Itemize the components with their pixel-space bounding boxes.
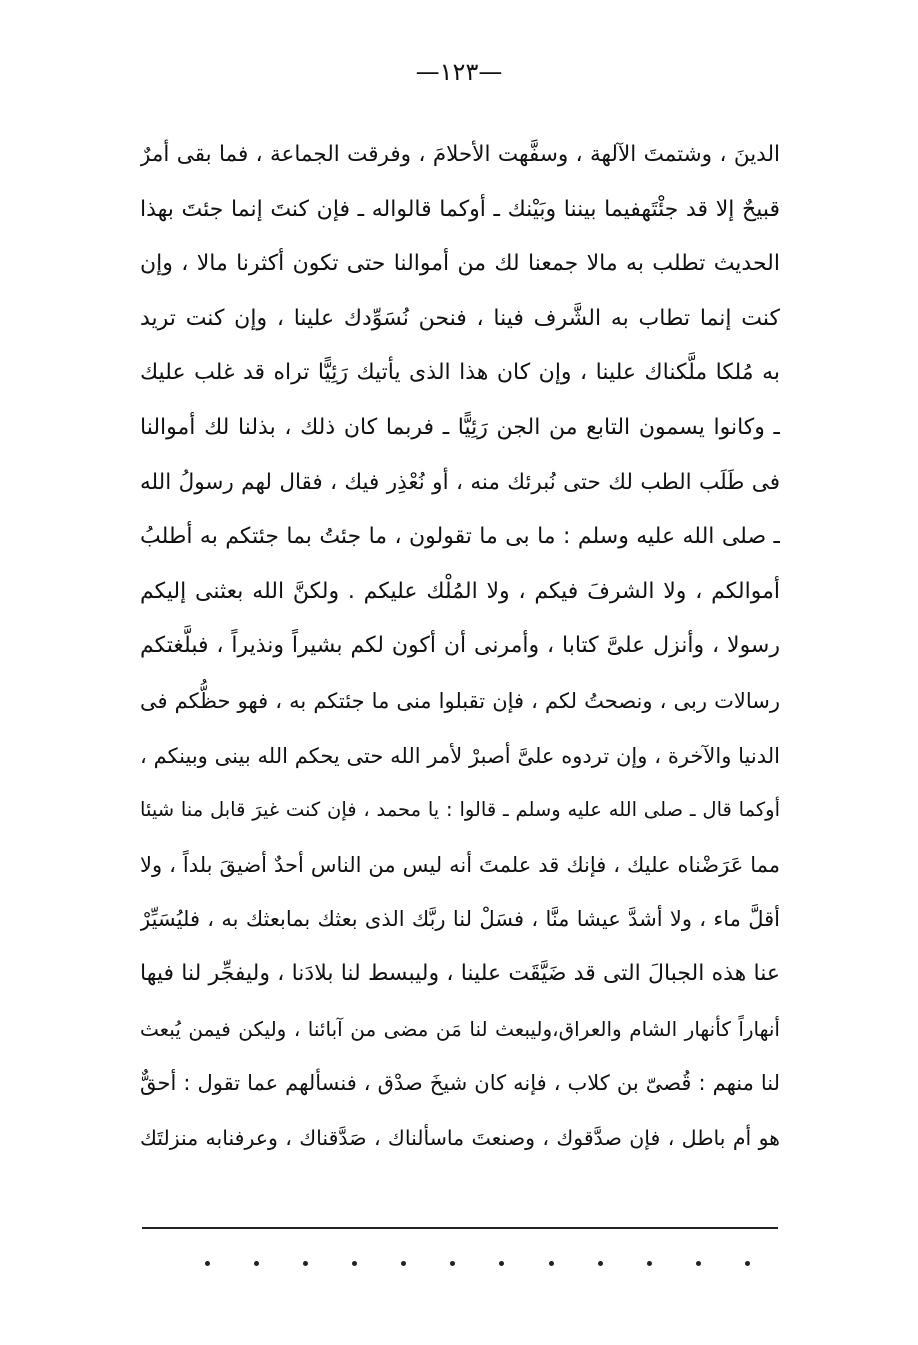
dot-ornament — [696, 1261, 701, 1266]
footer-rule — [142, 1227, 778, 1229]
text-line: ـ وكانوا يسمون التابع من الجن رَئِيًّا ـ فربما كان ذلك ، بذلنا لك أموالنا — [140, 414, 780, 440]
dot-ornament — [499, 1261, 504, 1266]
dot-ornament — [303, 1261, 308, 1266]
footer-dots — [205, 1256, 750, 1270]
dot-ornament — [205, 1261, 210, 1266]
page-number: —١٢٣— — [415, 58, 503, 86]
text-line: مما عَرَضْناه عليك ، فإنك قد علمتَ أنه ليس من الناس أحدٌ أضيقَ بلداً ، ولا — [140, 852, 780, 877]
text-line: هو أم باطل ، فإن صدَّقوك ، وصنعتَ ماسألناك ، صَدَّقناك ، وعرفنابه منزلتَك — [140, 1125, 780, 1150]
dot-ornament — [450, 1261, 455, 1266]
dot-ornament — [598, 1261, 603, 1266]
text-line: الحديث تطلب به مالا جمعنا لك من أموالنا حتى تكون أكثرنا مالا ، وإن — [140, 251, 780, 277]
text-line: قبيحٌ إلا قد جئْتَهفيما بيننا وبَيْنك ـ أوكما قالواله ـ فإن كنتَ إنما جئتَ بهذا — [140, 196, 780, 222]
text-line: رسولا ، وأنزل علىَّ كتابا ، وأمرنى أن أكون لكم بشيراً ونذيراً ، فبلَّغتكم — [140, 633, 780, 659]
text-line: لنا منهم : قُصىّ بن كلاب ، فإنه كان شيخَ صدْق ، فنسألهم عما تقول : أحقٌّ — [140, 1071, 780, 1096]
text-line: أموالكم ، ولا الشرفَ فيكم ، ولا المُلْك عليكم . ولكنَّ الله بعثنى إليكم — [140, 578, 780, 604]
text-line: الدنيا والآخرة ، وإن تردوه علىَّ أصبرْ لأمر الله حتى يحكم الله بينى وبينكم ، — [140, 743, 780, 768]
text-line: فى طَلَب الطب لك حتى نُبرئك منه ، أو نُعْذِر فيك ، فقال لهم رسولُ الله — [140, 469, 780, 495]
text-line: أنهاراً كأنهار الشام والعراق،وليبعث لنا مَن مضى من آبائنا ، وليكن فيمن يُبعث — [140, 1016, 780, 1041]
dot-ornament — [549, 1261, 554, 1266]
dot-ornament — [401, 1261, 406, 1266]
dot-ornament — [352, 1261, 357, 1266]
text-line: الدينَ ، وشتمتَ الآلهة ، وسفَّهت الأحلامَ ، وفرقت الجماعة ، فما بقى أمرٌ — [140, 142, 780, 167]
text-line: كنت إنما تطاب به الشَّرف فينا ، فنحن نُسَوِّدك علينا ، وإن كنت تريد — [140, 305, 780, 331]
dot-ornament — [254, 1261, 259, 1266]
dot-ornament — [745, 1261, 750, 1266]
text-line: أوكما قال ـ صلى الله عليه وسلم ـ قالوا : يا محمد ، فإن كنت غيرَ قابل منا شيئا — [140, 798, 780, 822]
text-line: ـ صلى الله عليه وسلم : ما بى ما تقولون ، ما جئتُ بما جئتكم به أطلبُ — [140, 524, 780, 550]
text-line: به مُلكا ملَّكناك علينا ، وإن كان هذا الذى يأتيك رَئِيًّا تراه قد غلب عليك — [140, 360, 780, 386]
body-text — [140, 128, 780, 1165]
text-line: عنا هذه الجبالَ التى قد ضَيَّقَت علينا ، وليبسط لنا بلادَنا ، وليفجِّر لنا فيها — [140, 960, 780, 986]
text-line: رسالات ربى ، ونصحتُ لكم ، فإن تقبلوا منى ما جئتكم به ، فهو حظُّكم فى — [140, 688, 780, 713]
dot-ornament — [647, 1261, 652, 1266]
text-line: أقلَّ ماء ، ولا أشدَّ عيشا منَّا ، فسَلْ لنا ربَّك الذى بعثك بمابعثك به ، فليُسَيِّرْ — [140, 907, 780, 932]
